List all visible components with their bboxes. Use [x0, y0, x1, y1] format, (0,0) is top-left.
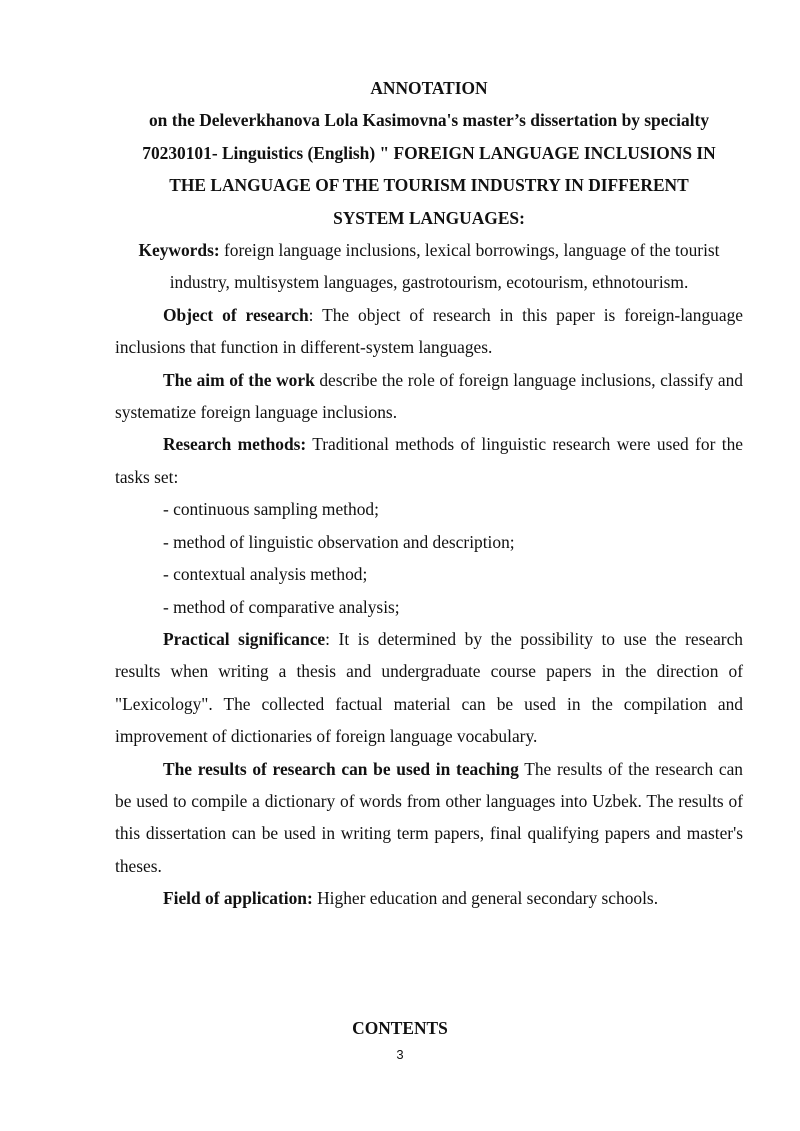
keywords-text: foreign language inclusions, lexical borrowings, language of the tourist industry, multisystem languages, gastrotourism, ecotourism, ethnotourism.	[169, 240, 720, 293]
object-text: : The object of research in this paper is foreign-language inclusions that function in different-system languages.	[115, 304, 743, 358]
page-number: 3	[396, 1047, 404, 1062]
aim-paragraph	[115, 364, 743, 429]
annotation-title: ANNOTATION	[370, 78, 488, 98]
subtitle-line: SYSTEM LANGUAGES:	[333, 207, 525, 228]
teaching-paragraph	[115, 753, 743, 883]
methods-label: Research methods:	[163, 434, 307, 455]
method-item: - contextual analysis method;	[163, 564, 368, 585]
practical-text: : It is determined by the possibility to use the research results when writing a thesis and undergraduate course papers in the direction of "Lexicology". The collected factual material can be used in the compilation and improvement of dictionaries of foreign language vocabulary.	[115, 628, 743, 747]
dissertation-subtitle	[115, 104, 743, 234]
annotation-body	[115, 72, 743, 915]
aim-label: The aim of the work	[163, 369, 315, 390]
method-item: - method of comparative analysis;	[163, 596, 400, 617]
method-item: - method of linguistic observation and description;	[163, 531, 515, 552]
aim-text: describe the role of foreign language inclusions, classify and systematize foreign language inclusions.	[115, 369, 743, 423]
teaching-label: The results of research can be used in teaching	[163, 758, 519, 779]
field-text: Higher education and general secondary schools.	[312, 888, 659, 909]
field-paragraph	[115, 882, 743, 914]
field-label: Field of application:	[163, 888, 313, 909]
subtitle-line: on the Deleverkhanova Lola Kasimovna's master’s dissertation by specialty	[148, 110, 710, 131]
teaching-text: The results of the research can be used to compile a dictionary of words from other languages into Uzbek. The results of this dissertation can be used in writing term papers, final qualifying papers and master's theses.	[115, 758, 744, 876]
methods-text: Traditional methods of linguistic research were used for the tasks set:	[115, 434, 743, 487]
keywords-paragraph	[115, 234, 743, 299]
contents-heading: CONTENTS	[352, 1018, 448, 1038]
subtitle-line: THE LANGUAGE OF THE TOURISM INDUSTRY IN DIFFERENT	[169, 175, 689, 196]
keywords-label: Keywords:	[138, 240, 220, 261]
object-label: Object of research	[163, 304, 309, 325]
practical-label: Practical significance	[163, 628, 326, 649]
methods-paragraph	[115, 428, 743, 493]
object-paragraph	[115, 299, 743, 364]
practical-paragraph	[115, 623, 743, 753]
subtitle-line: 70230101- Linguistics (English) " FOREIGN LANGUAGE INCLUSIONS IN	[142, 142, 716, 163]
method-item: - continuous sampling method;	[163, 499, 379, 520]
